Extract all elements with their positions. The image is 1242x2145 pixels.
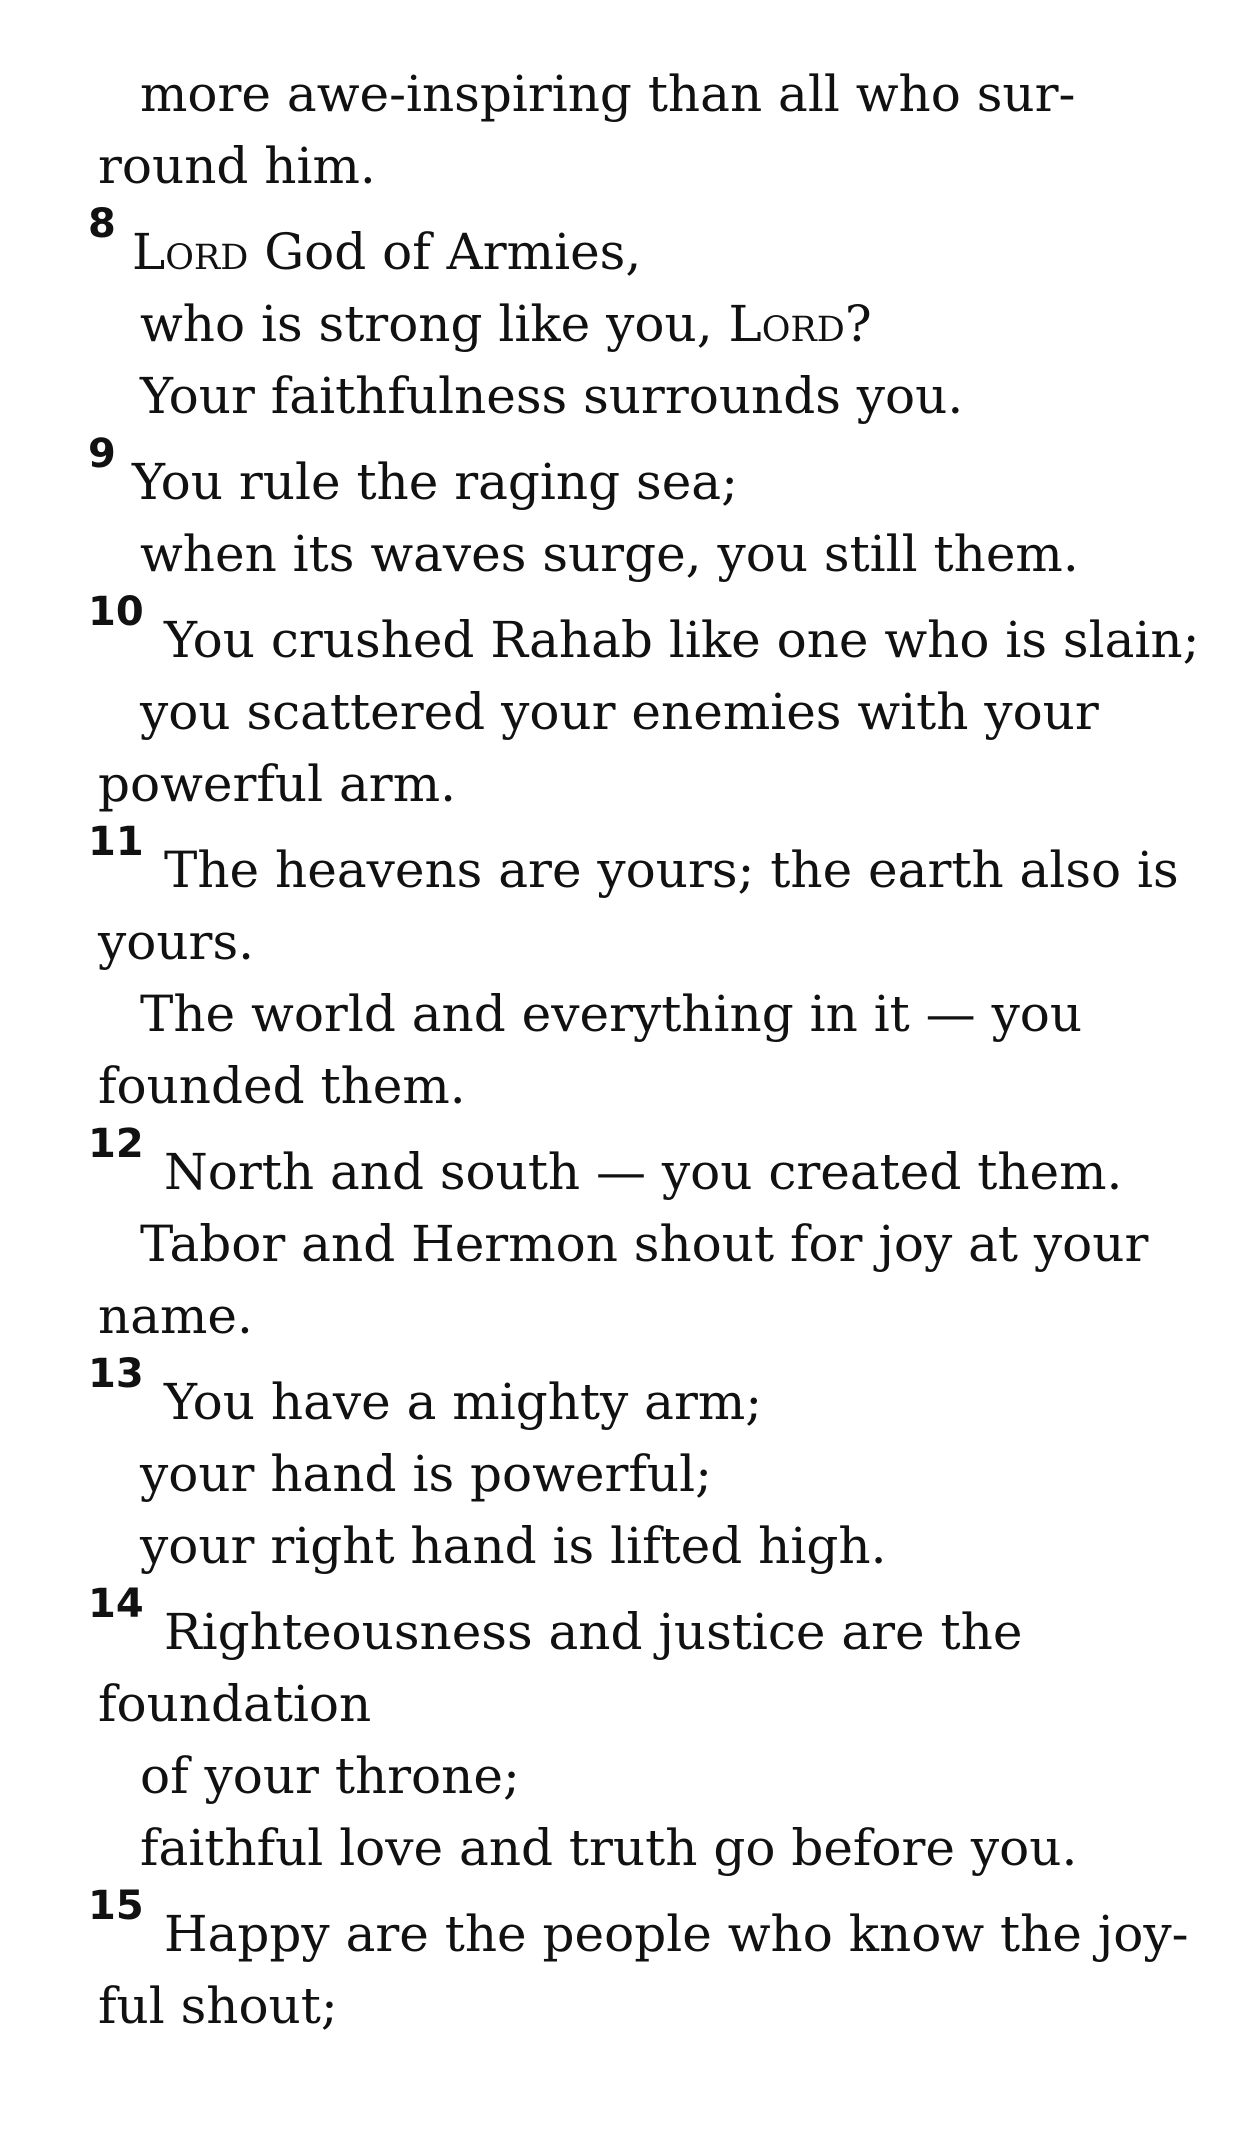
divine-name-small-caps: Lord [728, 295, 845, 353]
line-text: The world and everything in it — you [140, 985, 1083, 1043]
line-text: ful shout; [98, 1977, 338, 2035]
poetry-line-indented [0, 58, 1242, 130]
line-text: North and south — you created them. [164, 1143, 1123, 1201]
poetry-line-indented [0, 288, 1242, 360]
poetry-line-indented [0, 1812, 1242, 1884]
poetry-line-continuation [0, 1050, 1242, 1122]
poetry-line-indented [0, 1208, 1242, 1280]
poetry-line-continuation [0, 906, 1242, 978]
verse-number[interactable]: 13 [88, 1351, 144, 1397]
poetry-line-indented [0, 518, 1242, 590]
poetry-line-indented [0, 360, 1242, 432]
verse-gap [0, 820, 1242, 834]
line-text: God of Armies, [248, 223, 642, 281]
poetry-line-continuation [0, 1280, 1242, 1352]
verse-number[interactable]: 8 [88, 201, 116, 247]
line-text: Tabor and Hermon shout for joy at your [140, 1215, 1149, 1273]
line-text: Righteousness and justice are the [164, 1603, 1023, 1661]
line-text: You have a mighty arm; [164, 1373, 763, 1431]
verse-gap [0, 1122, 1242, 1136]
poetry-line-continuation [0, 1668, 1242, 1740]
poetry-line-indented [0, 1740, 1242, 1812]
line-text: You crushed Rahab like one who is slain; [164, 611, 1200, 669]
line-text: you scattered your enemies with your [140, 683, 1099, 741]
line-text: ? [844, 295, 872, 353]
verse-first-line [0, 1883, 1242, 1970]
line-text: faithful love and truth go before you. [140, 1819, 1078, 1877]
verse-first-line [0, 201, 1242, 288]
verse-gap [0, 432, 1242, 446]
verse-first-line [0, 589, 1242, 676]
line-text: powerful arm. [98, 755, 457, 813]
line-text: Your faithfulness surrounds you. [140, 367, 964, 425]
line-text: foundation [98, 1675, 372, 1733]
scripture-reader [0, 58, 1242, 2042]
divine-name-small-caps: Lord [132, 223, 249, 281]
poetry-line-continuation [0, 130, 1242, 202]
line-text: name. [98, 1287, 253, 1345]
verse-number[interactable]: 12 [88, 1121, 144, 1167]
line-text: of your throne; [140, 1747, 520, 1805]
verse-first-line [0, 431, 1242, 518]
verse-number[interactable]: 11 [88, 819, 144, 865]
line-text: founded them. [98, 1057, 466, 1115]
verse-gap [0, 1352, 1242, 1366]
verse-number[interactable]: 9 [88, 431, 116, 477]
line-text: when its waves surge, you still them. [140, 525, 1079, 583]
line-text: round him. [98, 137, 376, 195]
line-text: who is strong like you, [140, 295, 729, 353]
line-text: You rule the raging sea; [132, 453, 738, 511]
verse-first-line [0, 1351, 1242, 1438]
line-text: Happy are the people who know the joy- [164, 1905, 1189, 1963]
poetry-line-continuation [0, 1970, 1242, 2042]
verse-number[interactable]: 10 [88, 589, 144, 635]
verse-number[interactable]: 14 [88, 1581, 144, 1627]
poetry-line-indented [0, 978, 1242, 1050]
verse-first-line [0, 1581, 1242, 1668]
verse-first-line [0, 819, 1242, 906]
line-text: The heavens are yours; the earth also is [164, 841, 1179, 899]
poetry-line-indented [0, 1438, 1242, 1510]
verse-gap [0, 202, 1242, 216]
poetry-line-continuation [0, 748, 1242, 820]
line-text: your hand is powerful; [140, 1445, 712, 1503]
verse-number[interactable]: 15 [88, 1883, 144, 1929]
line-text: your right hand is lifted high. [140, 1517, 887, 1575]
verse-gap [0, 1582, 1242, 1596]
line-text: yours. [98, 913, 255, 971]
poetry-line-indented [0, 676, 1242, 748]
verse-gap [0, 590, 1242, 604]
poetry-line-indented [0, 1510, 1242, 1582]
line-text: more awe-inspiring than all who sur- [140, 65, 1076, 123]
verse-first-line [0, 1121, 1242, 1208]
verse-gap [0, 1884, 1242, 1898]
